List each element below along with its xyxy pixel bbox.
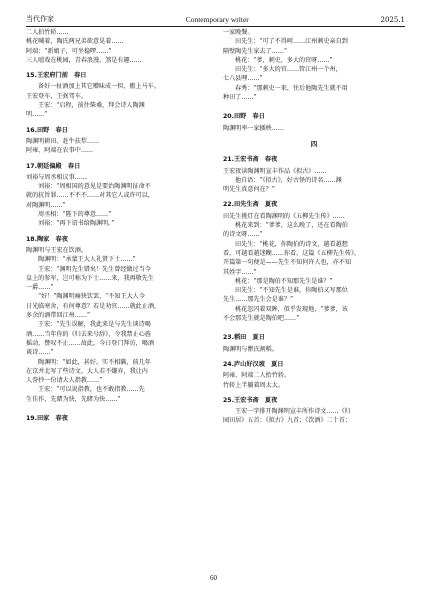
spacer (223, 102, 405, 106)
text-line: 一爵……” (26, 284, 54, 292)
text-line: 明……” (26, 111, 48, 119)
text-line: 的诗文呀……” (223, 231, 263, 239)
text-line: 多余的酒带回江州……” (26, 312, 91, 320)
text-line: 隔壁陶先生家去了……” (223, 47, 288, 55)
text-line: 陶渊明耕田、赶牛扶犁…… (26, 137, 100, 145)
scene-heading: 19.田家 春夜 (26, 414, 68, 422)
page-header (26, 10, 405, 27)
text-line: 竹轿上半躺着周太太。 (223, 381, 284, 389)
text-line: 七八县哩……” (223, 75, 263, 83)
text-line: 阿端：“新娘子，可坐稳啰……” (26, 47, 112, 55)
text-line: 不会那先生就是陶伯吧……” (223, 315, 300, 323)
text-line: 陶渊明与瞿氏割稻。 (223, 345, 278, 353)
text-line: 先生……那先生会是谁？” (223, 296, 294, 304)
text-line: 刘裕：“再下诏书给陶渊明。” (38, 220, 115, 228)
text-line: 桃花来到：“爹爹，这么晚了，还在看陶伯 (235, 222, 348, 230)
text-line: 田先生挑灯在看陶渊明的《五柳先生传》…… (223, 212, 345, 220)
text-line: 王宏一字排开陶渊明宣丰所作诗文……《归 (235, 408, 351, 416)
spacer (223, 323, 405, 327)
text-line: 王宏：“先生误解，我此来是与先生谈诗喝 (38, 321, 151, 329)
text-line: 桃花：“爹，刺史，多大的官呀……” (235, 56, 333, 64)
text-line: 人誊抄一份请大人指教……” (26, 377, 103, 385)
text-line: 一家晚餐。 (223, 29, 254, 36)
text-line: 看，可越看越迷糊……你看，这篇《五柳先生传》， (223, 249, 361, 257)
scene-heading: 23.稻田 夏日 (223, 334, 265, 342)
text-line: 生佳作，先睹为快，先睹为快……” (26, 395, 121, 403)
section-number: 四 (310, 139, 318, 148)
text-line: 田先生：“多大的官……管江州一个州， (235, 66, 342, 74)
right-column (223, 28, 405, 426)
text-line: 摇动，赞叹不止……故此，今日登门拜访，喝酒 (26, 339, 154, 347)
text-line: 王宏：“可以说指教，也不敢指教……先 (38, 386, 145, 394)
text-line: 开篇第一句便是——先生不知何许人也，亦不知 (223, 259, 351, 267)
text-line: 酒……当年你的《归去来兮辞》，令我禁止心旌 (26, 330, 151, 338)
text-line: 王宏：“启程，前往柴桑，拜会诗人陶渊 (38, 102, 145, 110)
text-line: 三人嘻戏在桃园，青春浪漫，煞是有趣…… (26, 56, 142, 64)
scene-heading: 17.朝廷偏殿 春日 (26, 162, 81, 170)
text-line: 就的抗旨罪……不不不……对其它人或许可以， (26, 192, 154, 200)
text-line: 在京并北写了些诗文。大人若不嫌弃，我让内 (26, 367, 148, 375)
spacer (26, 404, 208, 408)
text-line: 阿雍、阿端在农事中…… (26, 147, 94, 155)
text-line: 王宏：“渊明先生错矣！先生曾经做过当今 (38, 265, 151, 273)
text-line: 陶渊明与王宏在饮酒。 (26, 246, 87, 254)
journal-english-name: Contemporary writer (185, 15, 249, 24)
text-line: 周丞相：“陛下的尊意……” (38, 211, 112, 219)
issue-date: 2025.1 (380, 16, 405, 24)
text-line: 田先生：“桃花，你陶伯的诗文，越看越想 (235, 240, 348, 248)
text-line: 桃花：“那是陶伯不知那先生是谁？” (235, 277, 333, 285)
scene-heading: 15.王宏府门前 春日 (26, 72, 87, 80)
page-number: 60 (210, 574, 217, 582)
text-line: 陶渊明：“承蒙王大人礼贤下士……” (38, 256, 136, 264)
text-line: 备好一扯酒加上其它赠味成一担，搬上马车。 (38, 83, 160, 91)
text-line: “好！”陶渊明痛快饮罢，“不知王大人今 (38, 293, 145, 301)
text-line: 园田居》五首；《拟古》九首；《饮酒》二十首； (223, 417, 351, 425)
text-line: 日光临寒舍，有何尊意？若是劝官……就此止酒， (26, 302, 161, 310)
scene-heading: 20.田野 春日 (223, 113, 265, 121)
text-line: 刘裕：“周相国的意见是要治陶渊明征命不 (38, 183, 151, 191)
scene-heading: 25.王宏书斋 夏夜 (223, 396, 278, 404)
text-line: 陶渊明：“如此，甚好。实不相瞒，前几年 (38, 358, 151, 366)
text-line: 陶渊明率一家插秧…… (223, 124, 284, 132)
journal-name: 当代作家 (26, 15, 54, 23)
text-line: 种田了……” (223, 94, 257, 102)
text-line: 明先生真意何在？” (223, 186, 275, 194)
scene-heading: 18.陶家 春夜 (26, 235, 68, 243)
text-line: 田先生：“不知先生是谁，你陶伯又写那位 (235, 287, 348, 295)
text-line: 王宏夜读陶渊明宣丰作品《拟古》…… (223, 167, 327, 175)
scene-heading: 16.田野 春日 (26, 126, 68, 134)
scene-heading: 22.田先生斋 夏夜 (223, 201, 278, 209)
left-column (26, 28, 208, 425)
text-line: 春秀：“那刺史一来，往后他陶先生就不用 (235, 84, 348, 92)
text-line: 对陶渊明……” (26, 201, 66, 209)
text-line: 其姓字……” (223, 268, 257, 276)
text-line: 刘裕与周丞相议事…… (26, 173, 87, 181)
text-line: 皇上的参军，岂可称为下士……来，我再敬先生 (26, 274, 154, 282)
text-line: 桃花忽闪着双眸，似乎发现地，“爹爹，该 (235, 305, 348, 313)
scene-heading: 24.庐山好汉坡 夏日 (223, 360, 284, 368)
text-line: 桃花喊着，陶氏两兄弟欲意晃着…… (26, 38, 124, 46)
text-line: 二人拍竹轿…… (26, 29, 69, 36)
scene-heading: 21.王宏书斋 春夜 (223, 156, 278, 164)
text-line: 谈诗……” (26, 349, 54, 357)
text-line: 王宏登车，王弼驾车。 (26, 92, 87, 100)
text-line: 田先生：“可了不得呵……江州刺史亲自到 (235, 38, 348, 46)
text-line: 他自语：“《拟古》，好古怪的诗名……渊 (235, 176, 342, 184)
text-line: 阿雍、阿端二人抬竹轿。 (223, 372, 291, 380)
